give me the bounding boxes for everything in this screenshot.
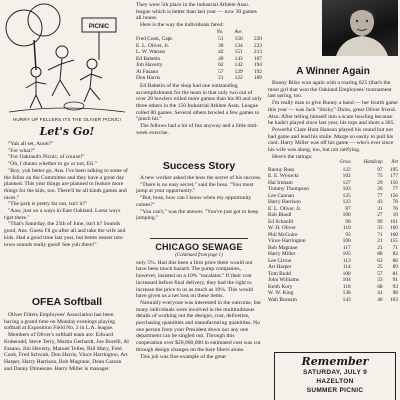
cell: 113	[342, 257, 351, 264]
cell: 108	[342, 270, 351, 277]
player-name: Fred Cook, Capt.	[136, 36, 174, 43]
player-name: L. W. Watson	[136, 49, 166, 56]
bowler-name: Bob Blaull	[268, 212, 292, 219]
cartoon-caption: HURRY UP FELLERS ITS THE OLIVER PICNIC!	[12, 117, 122, 122]
paragraph: "There is no easy secret," said the boss. "You must jump at your opportunity."	[136, 181, 254, 195]
paragraph: A new worker asked the boss the secret of his success.	[140, 175, 262, 181]
reminder-location: HAZELTON	[316, 378, 354, 385]
bowler-name: Keith Kory	[268, 283, 293, 290]
paragraph: I'm really man to give Bunny a hand — her fourth game this year — was Jack "Sticky" Dicks, great Oliver friend. Also. After telling himself into a scare bowling because he hadn't played since last year, his tops and shots a 285.	[268, 100, 398, 127]
cell: 150	[234, 36, 243, 43]
cell: 129	[234, 68, 243, 75]
ofea-softball-heading: OFEA Softball	[31, 296, 103, 308]
cell: 122	[234, 75, 243, 82]
cell: 30	[218, 42, 224, 49]
cell: 26	[377, 186, 383, 193]
cell: 98	[392, 290, 398, 297]
ratings-table	[268, 160, 398, 303]
paragraph: Naturally everyone was interested in the outcome, but many individuals were involved in the multitudinous details of working out the designs, cost, deliveries, purchasing quantities and manufacturing quantities. No one person from your President down nor any one department can be singled out. Through this cooperation over $20,000,000 in estimated cost was cut through design changes on the bare filters alone.	[136, 299, 261, 353]
cell: 117	[342, 244, 351, 251]
cell: 68	[377, 283, 383, 290]
table-row	[268, 297, 398, 304]
cell: 194	[253, 62, 262, 69]
bowling-table	[136, 30, 262, 82]
bowler-name: W. W. King	[268, 290, 294, 297]
cell: 90	[345, 218, 351, 225]
reminder-title: Remember	[301, 355, 369, 368]
cell: 155	[389, 238, 398, 245]
cell: 77	[392, 186, 398, 193]
paragraph: Powerful Clare Hunt Hanson played his round but not bad game and lead his smile. Marge so easily to pull his cool. Harry Miller was off his game — who's ever since his wife was along, too, but not ratifying.	[268, 126, 394, 154]
chicago-sewage-heading: CHICAGO SEWAGE	[155, 242, 243, 252]
bowler-name: Tom Budd	[268, 270, 291, 277]
cell: 21	[218, 75, 224, 82]
paragraph: Oliver Filters Employees' Association has been having a grand time on Monday evenings playing softball at Exposition Field No. 3 in L.A. league.	[4, 312, 116, 332]
paragraph: "That's Saturday, the 25th of June, isn't it? Sounds good, Ans. Guess I'll go after all and take the wife and kids. Had a good time last year, but better nearer into town sounds really good! See yuh there!"	[4, 221, 126, 248]
cell: 57	[377, 270, 383, 277]
bowler-name: Bob Magrane	[268, 244, 298, 251]
cell: 110	[342, 225, 351, 232]
continued-note: (Continued from page 1)	[175, 253, 223, 258]
column-header: Gross	[339, 160, 351, 166]
cell: 143	[342, 296, 351, 303]
cell: 223	[253, 42, 262, 49]
cell: 27	[377, 212, 383, 219]
cell: 89	[392, 264, 398, 271]
cell: 57	[218, 68, 224, 75]
cell: 21	[377, 238, 383, 245]
cell: 122	[342, 166, 351, 173]
cell: 97	[377, 166, 383, 173]
bowling-intro: They were 5th place in the industrial Athlete Assn. league which is better than last year — now 30 games all house.	[136, 2, 257, 22]
cell: 25	[377, 264, 383, 271]
cell: 88	[377, 251, 383, 258]
player-name: Jim Haverty	[136, 62, 163, 69]
column-header: Ave.	[234, 29, 243, 35]
cell: 93	[345, 231, 351, 238]
paragraph: The fellows had a lot of fun anyway and a little mid-week exercise.	[136, 123, 258, 136]
column-header: No.	[216, 29, 224, 35]
cell: 91	[392, 277, 398, 284]
lets-go-heading: Let's Go!	[39, 125, 95, 138]
paragraph: "You can't," was the answer. "You've just got to keep jumping."	[136, 208, 259, 222]
paragraph: Members of Oliver's softball team are: Edward Kuberadd, Steve Terry, Martin Gerhardt, Joe Borelli, Al Fasano, Jim Haverty, Manuel Telles, Bill Mary, Fred Cook, Fred Schwab, Don Harris, Vince Harrington, Art Harper, Harry Harrison, Bob Magrane, Dean Carson and Danny Dimessne. Harry Miller is manager.	[4, 332, 129, 372]
cell: 100	[342, 212, 351, 219]
divider	[150, 238, 248, 239]
paragraph: "Boy, yuh better go, Ans. I've been talking to some of the fellas on the Committee and they have a great day planned. This year things are planned to feature more things for the kids, too. There'll be all kinds games and races."	[4, 167, 128, 201]
paragraph: "Aaw, just on a ways in East Oakland. Lotsa ways t'get there."	[4, 208, 121, 221]
reminder-event: SUMMER PICNIC	[306, 387, 364, 394]
bowler-name: Bunny Russ	[268, 166, 295, 173]
paragraph: "Yah all set, Anon?"	[8, 141, 54, 147]
cell: 138	[342, 290, 351, 297]
cell: 81	[392, 270, 398, 277]
cell: 127	[342, 179, 351, 186]
cell: 71	[377, 231, 383, 238]
paragraph: "The park is pretty far out, isn't it?"	[8, 201, 88, 208]
cell: 156	[389, 192, 398, 199]
cartoon-sign-text: PICNIC	[88, 24, 110, 30]
cell: 118	[342, 283, 351, 290]
cell: 104	[342, 277, 351, 284]
cell: 75	[377, 173, 383, 180]
cell: 43	[377, 199, 383, 206]
cell: 40	[218, 55, 224, 62]
cell: 195	[389, 166, 398, 173]
cell: 103	[342, 186, 351, 193]
cell: 102	[342, 173, 351, 180]
bowler-photo	[322, 0, 398, 56]
chicago-sewage-body	[136, 253, 262, 360]
cell: 87	[345, 205, 351, 212]
cell: 21	[377, 244, 383, 251]
cell: 103	[389, 296, 398, 303]
cell: 187	[253, 55, 262, 62]
bowler-name: Ed Schanfil	[268, 218, 294, 225]
bowler-name: Hal Irnham	[268, 179, 293, 186]
cell: 123	[342, 199, 351, 206]
cell: 100	[342, 238, 351, 245]
winner-body	[268, 80, 398, 303]
bowler-name: W. H. Oliver	[268, 225, 296, 232]
table-row	[136, 75, 262, 82]
bowler-name: Phil McGuire	[268, 231, 298, 238]
cell: 40	[377, 296, 383, 303]
cell: 143	[234, 55, 243, 62]
cell: 105	[342, 251, 351, 258]
cell: 93	[392, 283, 398, 290]
paragraph: only 5%. Had this been a firm price there would not have been much hazard. The pump companies, however, insisted on a 10% "escalator." If their cost increased before final delivery, they had the right to increase the price to us as much as 10%. This would have given us a net loss on these items.	[136, 259, 253, 300]
paragraph: Bunny Rilso won again with a roaring 825 (that's the most girl that won the Oakland Employees' tournament last spring, too.	[268, 80, 392, 100]
picnic-cartoon	[4, 0, 130, 120]
cell: 19	[392, 212, 398, 219]
cell: 151	[234, 49, 243, 56]
cell: 78	[392, 199, 398, 206]
cell: 51	[218, 36, 224, 43]
paragraph: Here's the ratings:	[272, 153, 313, 160]
cell: 31	[377, 205, 383, 212]
bowler-name: Tommy Thompson	[268, 186, 310, 193]
cell: 189	[253, 75, 262, 82]
bowler-name: Harry Miller	[268, 251, 296, 258]
winner-heading: A Winner Again	[296, 66, 370, 77]
paragraph: Ed Bahetin of the shop had one outstanding accomplishment for the team in that only two out of over 20 bowlers rolled more games than his 80 and only three others in the 150 Industrial Athlete Assn. League rolled 80 games. Several others bowled a few games to "pinch hit."	[136, 82, 262, 123]
player-name: Ed Bahetin	[136, 55, 161, 62]
cell: 29	[377, 179, 383, 186]
bowler-name: John Williams	[268, 277, 299, 284]
cell: 220	[253, 36, 262, 43]
player-name: Don Harris	[136, 75, 161, 82]
bowler-name: Art Harper	[268, 264, 292, 271]
cell: 71	[392, 244, 398, 251]
paragraph: "For what?"	[8, 147, 36, 154]
paragraph: "But, boss, how can I know when my opportunity comes?"	[136, 195, 252, 208]
paragraph: "Oh, I dunno whether to go or not, Eli."	[8, 161, 97, 168]
bowler-name: Lee Cirron	[268, 257, 292, 264]
bowler-name: Harry Harrison	[268, 199, 301, 206]
bowling-intro-2: Here is the way the individuals fared:	[140, 22, 224, 29]
bowler-name: E. L. Oliver, Jr.	[268, 205, 302, 212]
player-name: E. L. Oliver, Jr.	[136, 42, 170, 49]
cell: 160	[389, 225, 398, 232]
cell: 62	[218, 62, 224, 69]
cell: 82	[392, 251, 398, 258]
cell: 177	[389, 173, 398, 180]
success-story-heading: Success Story	[162, 160, 236, 172]
reminder-date: SATURDAY, JULY 9	[302, 369, 368, 376]
bowler-name: Vince Harrington	[268, 238, 306, 245]
bowling-section	[136, 2, 262, 136]
cell: 33	[377, 277, 383, 284]
cell: 213	[253, 49, 262, 56]
cell: 142	[234, 62, 243, 69]
cell: 99	[377, 218, 383, 225]
cell: 86	[392, 257, 398, 264]
cell: 160	[389, 231, 398, 238]
cell: 76	[392, 205, 398, 212]
column-header: Handicap	[363, 160, 383, 166]
bowler-name: E. E. Wysocki	[268, 173, 299, 180]
column-header: Net	[391, 160, 398, 166]
cell: 156	[389, 179, 398, 186]
paragraph: "For Oakland's Picnic, of course!"	[8, 154, 85, 161]
cell: 114	[342, 264, 351, 271]
cell: 42	[218, 49, 224, 56]
bowler-name: Walt Burnam	[268, 296, 297, 303]
bowler-name: Lee Cannan	[268, 192, 294, 199]
player-name: Al Fasano	[136, 68, 159, 75]
cell: 77	[377, 192, 383, 199]
cell: 125	[342, 192, 351, 199]
ofea-softball-body	[4, 312, 130, 372]
cell: 63	[377, 257, 383, 264]
paragraph: This job was fine example of the great	[140, 353, 226, 360]
picnic-reminder-box	[274, 352, 396, 400]
lets-go-body	[4, 141, 130, 248]
cell: 33	[377, 225, 383, 232]
portrait-image	[322, 0, 398, 56]
success-story-body	[136, 175, 262, 222]
cell: 192	[253, 68, 262, 75]
cell: 161	[389, 218, 398, 225]
cell: 41	[377, 290, 383, 297]
cell: 134	[234, 42, 243, 49]
